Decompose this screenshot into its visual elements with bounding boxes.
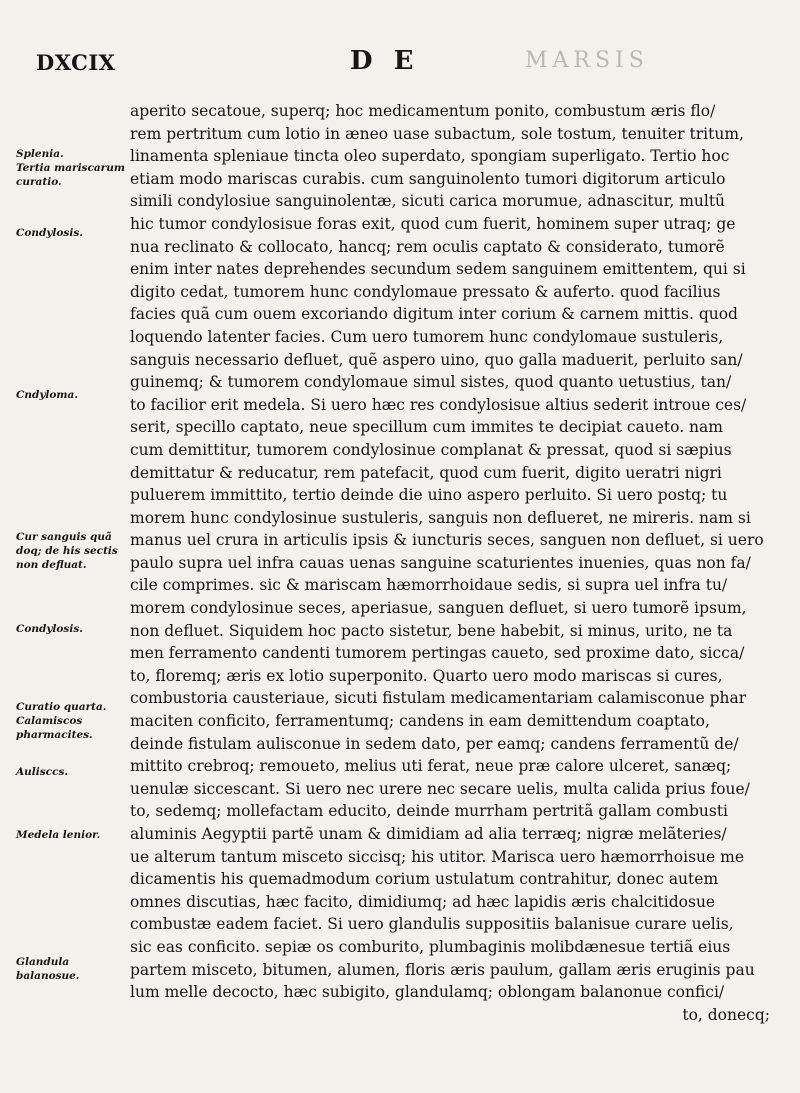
text-line: maciten conficito, ferramentumq; candens in eam demittendum coaptato, — [130, 712, 710, 731]
text-line: mittito crebroq; remoueto, melius uti ferat, neue præ calore ulceret, sanæq; — [130, 757, 732, 776]
text-line: uenulæ siccescant. Si uero nec urere nec secare uelis, multa calida prius foue/ — [130, 779, 750, 798]
margin-note-line: Aulisccs. — [16, 766, 69, 778]
margin-note-line: Cndyloma. — [16, 389, 78, 401]
text-line: to, donecq; — [682, 1005, 770, 1024]
margin-note — [16, 226, 126, 240]
text-line: rem pertritum cum lotio in æneo uase subactum, sole tostum, tenuiter tritum, — [130, 124, 744, 143]
margin-note-line: Condylosis. — [16, 227, 83, 239]
text-line: to facilior erit medela. Si uero hæc res condylosisue altius sederit introue ces/ — [130, 395, 747, 414]
text-line: facies quã cum ouem excoriando digitum inter corium & carnem mittis. quod — [130, 305, 738, 324]
margin-note-line: Cur sanguis quã doq; de his sectis non defluat. — [16, 531, 118, 571]
margin-note — [16, 828, 126, 842]
text-line: digito cedat, tumorem hunc condylomaue pressato & auferto. quod facilius — [130, 282, 721, 301]
text-line: combustæ eadem faciet. Si uero glandulis suppositiis balanisue curare uelis, — [130, 915, 734, 934]
text-line: guinemq; & tumorem condylomaue simul sistes, quod quanto uetustius, tan/ — [130, 373, 732, 392]
text-line: partem misceto, bitumen, alumen, floris æris paulum, gallam æris eruginis pau — [130, 960, 755, 979]
text-line: combustoria causteriaue, sicuti fistulam medicamentariam calamisconue phar — [130, 689, 747, 708]
text-line: serit, specillo captato, neue specillum cum immites te decipiat caueto. nam — [130, 418, 723, 437]
text-line: lum melle decocto, hæc subigito, glandulamq; oblongam balanonue confici/ — [130, 983, 725, 1002]
text-line: to, floremq; æris ex lotio superponito. Quarto uero modo mariscas si cures, — [130, 666, 723, 685]
margin-note — [16, 765, 126, 779]
margin-note — [16, 147, 126, 189]
margin-note-line: Glandula balanosue. — [16, 956, 80, 982]
margin-note-line: Calamiscos pharmacites. — [16, 715, 93, 741]
folio-number: DXCIX — [36, 50, 116, 75]
text-line: cile comprimes. sic & mariscam hæmorrhoidaue sedis, si supra uel infra tu/ — [130, 576, 728, 595]
bleed-through-text: MARSIS — [525, 48, 649, 73]
margin-note-line: Tertia mariscarum curatio. — [16, 162, 125, 188]
text-line: manus uel crura in articulis ipsis & iuncturis seces, sanguen non defluet, si uero — [130, 531, 764, 550]
text-line: loquendo latenter facies. Cum uero tumorem hunc condylomaue sustuleris, — [130, 327, 724, 346]
text-line: ue alterum tantum misceto siccisq; his utitor. Marisca uero hæmorrhoisue me — [130, 847, 744, 866]
text-line: cum demittitur, tumorem condylosinue complanat & pressat, quod si sæpius — [130, 440, 732, 459]
text-line: sanguis necessario defluet, quẽ aspero uino, quo galla maduerit, perluito san/ — [130, 350, 743, 369]
margin-note-line: Splenia. — [16, 148, 64, 160]
text-line: nua reclinato & collocato, hancq; rem oculis captato & considerato, tumorẽ — [130, 237, 725, 256]
text-line: dicamentis his quemadmodum corium ustulatum contrahitur, donec autem — [130, 870, 719, 889]
margin-note-line: Medela lenior. — [16, 829, 101, 841]
text-line: hic tumor condylosisue foras exit, quod cum fuerit, hominem super utraq; ge — [130, 214, 736, 233]
text-line: morem condylosinue seces, aperiasue, sanguen defluet, si uero tumorẽ ipsum, — [130, 599, 747, 618]
margin-note — [16, 530, 126, 572]
text-line: omnes discutias, hæc facito, dimidiumq; ad hæc lapidis æris chalcitidosue — [130, 892, 716, 911]
text-line: simili condylosiue sanguinolentæ, sicuti carica morumue, adnascitur, multũ — [130, 192, 726, 211]
margin-note — [16, 622, 126, 636]
text-line: aluminis Aegyptii partẽ unam & dimidiam ad alia terræq; nigræ melãteries/ — [130, 825, 727, 843]
text-line: linamenta spleniaue tincta oleo superdato, spongiam superligato. Tertio hoc — [130, 147, 730, 166]
text-line: paulo supra uel infra cauas uenas sanguine scaturientes inuenies, quas non fa/ — [130, 553, 751, 572]
text-line: puluerem immittito, tertio deinde die uino aspero perluito. Si uero postq; tu — [130, 486, 728, 505]
text-line: men ferramento candenti tumorem pertingas caueto, sed proxime dato, sicca/ — [130, 644, 745, 663]
running-head: D E — [350, 46, 420, 76]
text-line: non defluet. Siquidem hoc pacto sistetur, bene habebit, si minus, urito, ne ta — [130, 621, 733, 640]
margin-note-line: Curatio quarta. — [16, 701, 107, 713]
text-line: deinde fistulam aulisconue in sedem dato, per eamq; candens ferramentũ de/ — [130, 734, 739, 753]
text-line: etiam modo mariscas curabis. cum sanguinolento tumori digitorum articulo — [130, 169, 726, 188]
margin-note — [16, 700, 126, 742]
text-line: morem hunc condylosinue sustuleris, sanguis non deflueret, ne mireris. nam si — [130, 508, 751, 527]
text-line: enim inter nates deprehendes secundum sedem sanguinem emittentem, qui si — [130, 260, 746, 279]
margin-note — [16, 388, 126, 402]
margin-note-line: Condylosis. — [16, 623, 83, 635]
body-text — [130, 100, 770, 1026]
text-line: sic eas conficito. sepiæ os comburito, plumbaginis molibdænesue tertiã eius — [130, 937, 731, 956]
text-line: aperito secatoue, superq; hoc medicamentum ponito, combustum æris flo/ — [130, 102, 716, 120]
text-line: demittatur & reducatur, rem patefacit, quod cum fuerit, digito ueratri nigri — [130, 463, 722, 482]
margin-note — [16, 955, 126, 983]
text-line: to, sedemq; mollefactam educito, deinde murrham pertritã gallam combusti — [130, 802, 729, 821]
